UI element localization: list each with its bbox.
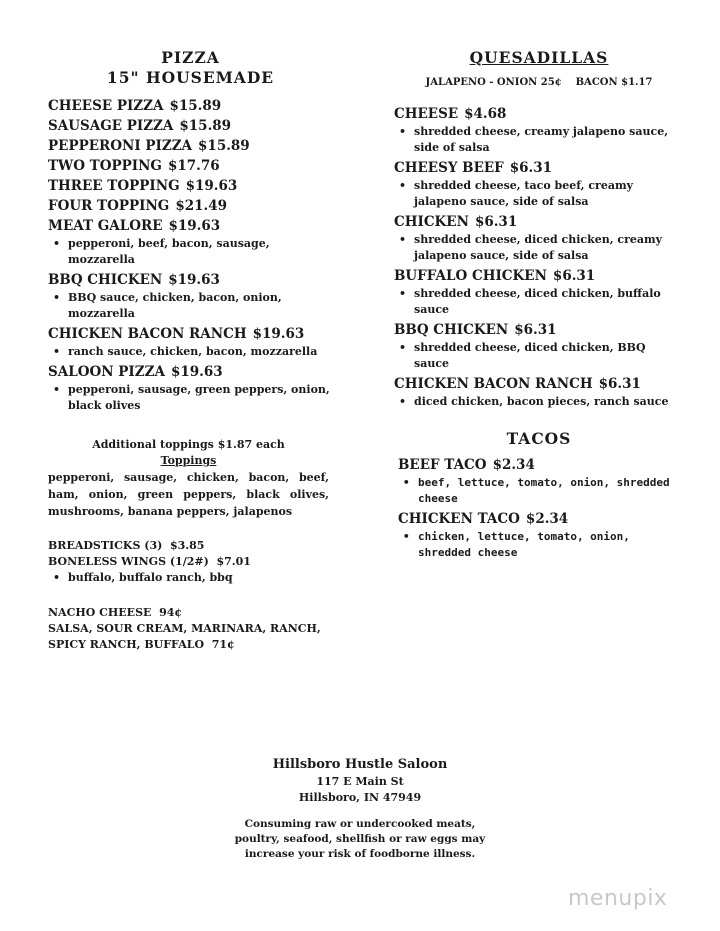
menu-item: MEAT GALORE $19.63	[48, 218, 221, 234]
address-line2: Hillsboro, IN 47949	[298, 791, 422, 804]
item-description: • shredded cheese, creamy jalapeno sauce, side of salsa	[394, 124, 684, 156]
menu-item: SALOON PIZZA $19.63	[48, 364, 223, 380]
menu-item: FOUR TOPPING $21.49	[48, 198, 228, 214]
nacho-block	[48, 605, 333, 653]
sides-block	[48, 538, 333, 586]
menu-item: PEPPERONI PIZZA $15.89	[48, 138, 250, 154]
menu-item: CHICKEN TACO $2.34	[398, 511, 569, 527]
menu-item: BEEF TACO $2.34	[398, 457, 535, 473]
item-description: • chicken, lettuce, tomato, onion, shredded cheese	[398, 529, 678, 561]
quesadillas-title: QUESADILLAS	[469, 48, 609, 67]
wings-item: BONELESS WINGS (1/2#) $7.01	[48, 555, 251, 568]
menu-item: BBQ CHICKEN $19.63	[48, 272, 220, 288]
item-description: • pepperoni, sausage, green peppers, onion, black olives	[48, 382, 333, 414]
health-warning: Consuming raw or undercooked meats, poultry, seafood, shellfish or raw eggs may increase your risk of foodborne illness.	[234, 818, 486, 860]
menu-item: CHEESE PIZZA $15.89	[48, 98, 222, 114]
pizza-list	[48, 96, 333, 414]
item-description: • diced chicken, bacon pieces, ranch sauce	[394, 394, 684, 410]
toppings-list: pepperoni, sausage, chicken, bacon, beef, ham, onion, green peppers, black olives, mushrooms, banana peppers, jalapenos	[48, 471, 329, 518]
item-description: • shredded cheese, diced chicken, buffalo sauce	[394, 286, 684, 318]
item-description: • buffalo, buffalo ranch, bbq	[48, 570, 333, 586]
menupix-watermark: menupix	[568, 886, 668, 911]
pizza-title: PIZZA 15" HOUSEMADE	[106, 48, 275, 87]
menu-item: SAUSAGE PIZZA $15.89	[48, 118, 232, 134]
item-description: • ranch sauce, chicken, bacon, mozzarella	[48, 344, 333, 360]
menu-item: CHICKEN BACON RANCH $19.63	[48, 326, 305, 342]
item-description: • beef, lettuce, tomato, onion, shredded cheese	[398, 475, 678, 507]
toppings-block	[48, 437, 329, 520]
item-description: • shredded cheese, diced chicken, BBQ sauce	[394, 340, 684, 372]
breadsticks-item: BREADSTICKS (3) $3.85	[48, 539, 205, 552]
toppings-heading: Toppings	[160, 454, 217, 467]
menu-item: CHICKEN BACON RANCH $6.31	[394, 376, 641, 392]
menu-item: CHEESY BEEF $6.31	[394, 160, 553, 176]
additional-toppings: Additional toppings $1.87 each	[92, 438, 285, 451]
item-description: • shredded cheese, taco beef, creamy jalapeno sauce, side of salsa	[394, 178, 684, 210]
restaurant-info	[200, 756, 520, 806]
menu-item: CHEESE $4.68	[394, 106, 507, 122]
menu-item: BUFFALO CHICKEN $6.31	[394, 268, 596, 284]
menu-item: BBQ CHICKEN $6.31	[394, 322, 557, 338]
address-line1: 117 E Main St	[316, 775, 404, 788]
menu-item: CHICKEN $6.31	[394, 214, 518, 230]
nacho-item: NACHO CHEESE 94¢	[48, 606, 183, 619]
taco-list	[398, 455, 678, 561]
menu-item: THREE TOPPING $19.63	[48, 178, 238, 194]
quesadilla-list	[394, 104, 684, 410]
quesadilla-addons: JALAPENO - ONION 25¢ BACON $1.17	[425, 77, 653, 88]
menu-item: TWO TOPPING $17.76	[48, 158, 220, 174]
item-description: • shredded cheese, diced chicken, creamy jalapeno sauce, side of salsa	[394, 232, 684, 264]
item-description: • pepperoni, beef, bacon, sausage, mozzarella	[48, 236, 333, 268]
sauces-item: SALSA, SOUR CREAM, MARINARA, RANCH, SPICY RANCH, BUFFALO 71¢	[48, 622, 321, 651]
item-description: • BBQ sauce, chicken, bacon, onion, mozzarella	[48, 290, 333, 322]
restaurant-name: Hillsboro Hustle Saloon	[272, 757, 448, 772]
tacos-title: TACOS	[506, 429, 572, 448]
